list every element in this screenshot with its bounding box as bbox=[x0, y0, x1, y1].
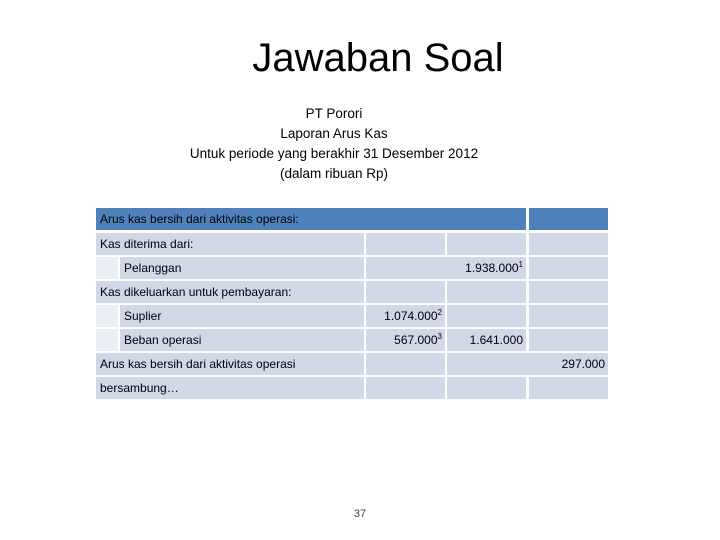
table-cell bbox=[447, 305, 526, 327]
table-row-header-label: Arus kas bersih dari aktivitas operasi: bbox=[96, 208, 526, 230]
table-value-cell: 1.074.000$^2$ bbox=[366, 305, 445, 327]
report-heading bbox=[0, 104, 668, 184]
table-cell bbox=[529, 305, 608, 327]
table-value-cell: 567.000$^3$ bbox=[366, 329, 445, 351]
table-total-cell: 297.000 bbox=[447, 353, 608, 375]
table-header-cell bbox=[529, 208, 608, 230]
report-unit: (dalam ribuan Rp) bbox=[279, 166, 389, 181]
slide-title: Jawaban Soal bbox=[252, 36, 504, 80]
table-cell bbox=[366, 377, 445, 399]
table-cell bbox=[529, 233, 608, 255]
table-cell bbox=[447, 281, 526, 303]
table-cell bbox=[529, 281, 608, 303]
table-indent-cell bbox=[96, 305, 118, 327]
table-row-label: bersambung… bbox=[96, 377, 364, 399]
table-row-label: Arus kas bersih dari aktivitas operasi bbox=[96, 353, 364, 375]
page-number: 37 bbox=[353, 508, 367, 520]
table-cell bbox=[529, 377, 608, 399]
table-cell bbox=[447, 377, 526, 399]
table-cell bbox=[529, 257, 608, 279]
table-row-label: Pelanggan bbox=[120, 257, 364, 279]
table-cell bbox=[366, 281, 445, 303]
table-row-label: Kas dikeluarkan untuk pembayaran: bbox=[96, 281, 364, 303]
table-row-label: Kas diterima dari: bbox=[96, 233, 364, 255]
table-cell bbox=[447, 233, 526, 255]
table-cell bbox=[366, 353, 445, 375]
table-value-cell: 1.938.000$^1$ bbox=[366, 257, 526, 279]
report-name: Laporan Arus Kas bbox=[280, 126, 388, 141]
report-period: Untuk periode yang berakhir 31 Desember 2012 bbox=[189, 146, 479, 161]
table-row-label: Suplier bbox=[120, 305, 364, 327]
company-name: PT Porori bbox=[305, 106, 363, 121]
table-value-cell: 1.641.000 bbox=[447, 329, 526, 351]
table-indent-cell bbox=[96, 329, 118, 351]
table-indent-cell bbox=[96, 257, 118, 279]
table-cell bbox=[366, 233, 445, 255]
table-cell bbox=[529, 329, 608, 351]
table-row-label: Beban operasi bbox=[120, 329, 364, 351]
